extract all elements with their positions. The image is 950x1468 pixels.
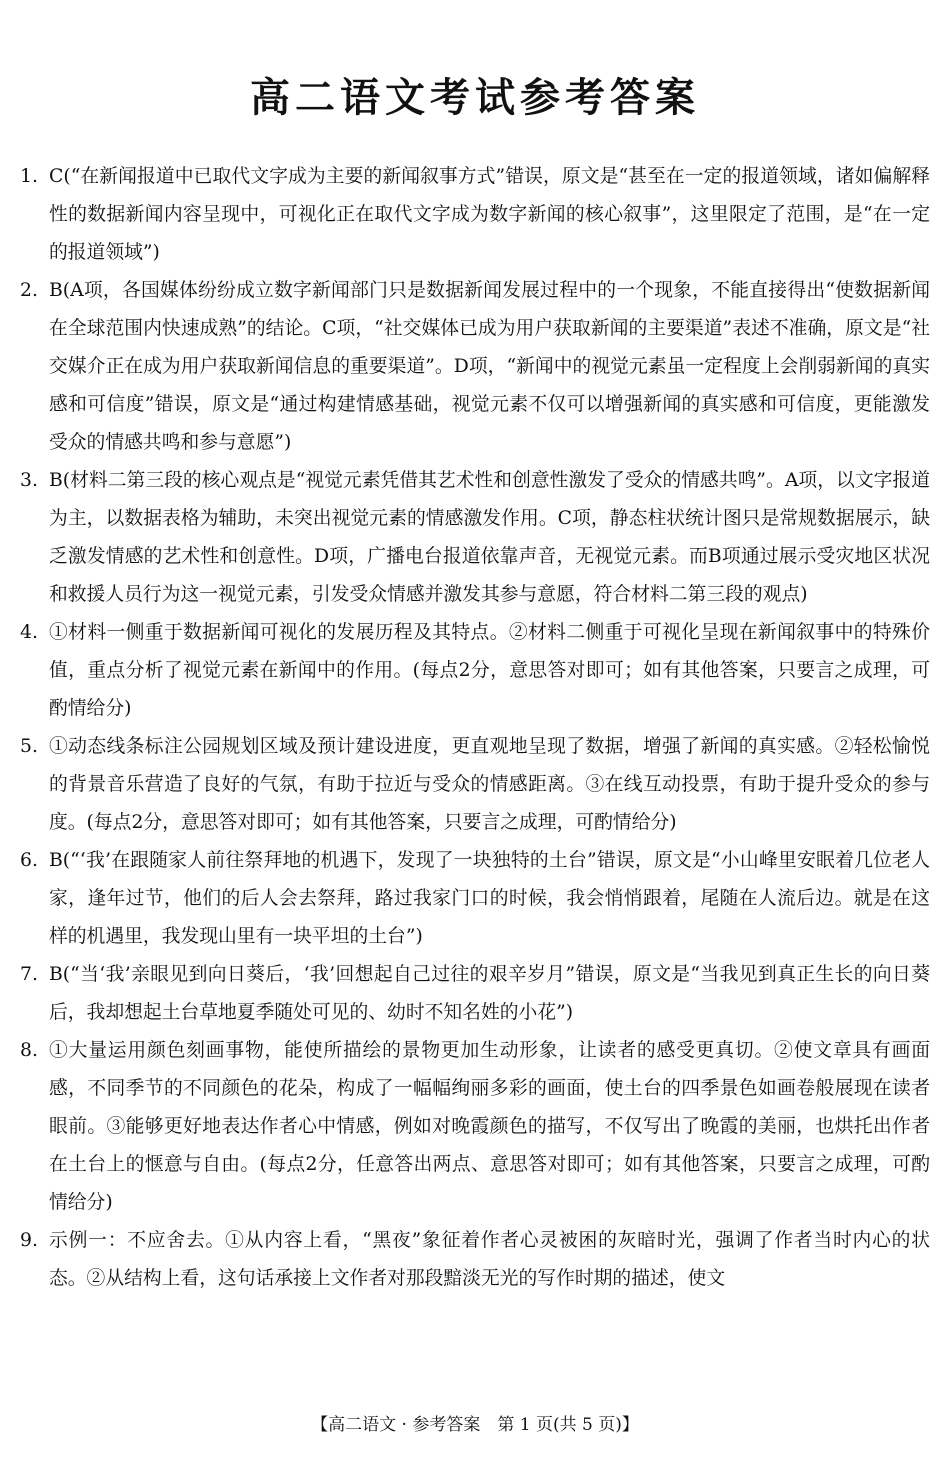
- answer-number: 1.: [20, 166, 38, 187]
- answer-item-9: [20, 1222, 930, 1298]
- answer-number: 6.: [20, 850, 38, 871]
- answer-text: B(A项，各国媒体纷纷成立数字新闻部门只是数据新闻发展过程中的一个现象，不能直接得出“使数据新闻在全球范围内快速成熟”的结论。C项，“社交媒体已成为用户获取新闻的主要渠道”表述不准确，原文是“社交媒介正在成为用户获取新闻信息的重要渠道”。D项，“新闻中的视觉元素虽一定程度上会削弱新闻的真实感和可信度”错误，原文是“通过构建情感基础，视觉元素不仅可以增强新闻的真实感和可信度，更能激发受众的情感共鸣和参与意愿”): [49, 280, 930, 453]
- answer-text: ①材料一侧重于数据新闻可视化的发展历程及其特点。②材料二侧重于可视化呈现在新闻叙事中的特殊价值，重点分析了视觉元素在新闻中的作用。(每点2分，意思答对即可；如有其他答案，只要言之成理，可酌情给分): [49, 622, 930, 719]
- page-title: 高二语文考试参考答案: [250, 75, 700, 121]
- answer-number: 4.: [20, 622, 38, 643]
- page-footer: 【高二语文 · 参考答案 第 1 页(共 5 页)】: [311, 1415, 639, 1435]
- answer-item-7: [20, 956, 930, 1032]
- answer-item-1: [20, 158, 930, 272]
- answer-item-2: [20, 272, 930, 462]
- answer-item-6: [20, 842, 930, 956]
- answer-text: ①动态线条标注公园规划区域及预计建设进度，更直观地呈现了数据，增强了新闻的真实感。②轻松愉悦的背景音乐营造了良好的气氛，有助于拉近与受众的情感距离。③在线互动投票，有助于提升受众的参与度。(每点2分，意思答对即可；如有其他答案，只要言之成理，可酌情给分): [49, 736, 930, 833]
- answer-number: 2.: [20, 280, 38, 301]
- answer-text: C(“在新闻报道中已取代文字成为主要的新闻叙事方式”错误，原文是“甚至在一定的报道领域，诸如偏解释性的数据新闻内容呈现中，可视化正在取代文字成为数字新闻的核心叙事”，这里限定了范围，是“在一定的报道领域”): [49, 166, 930, 263]
- answer-text: ①大量运用颜色刻画事物，能使所描绘的景物更加生动形象，让读者的感受更真切。②使文章具有画面感，不同季节的不同颜色的花朵，构成了一幅幅绚丽多彩的画面，使土台的四季景色如画卷般展现在读者眼前。③能够更好地表达作者心中情感，例如对晚霞颜色的描写，不仅写出了晚霞的美丽，也烘托出作者在土台上的惬意与自由。(每点2分，任意答出两点、意思答对即可；如有其他答案，只要言之成理，可酌情给分): [49, 1040, 930, 1213]
- answer-text: B(“‘我’在跟随家人前往祭拜地的机遇下，发现了一块独特的土台”错误，原文是“小山峰里安眠着几位老人家，逢年过节，他们的后人会去祭拜，路过我家门口的时候，我会悄悄跟着，尾随在人流后边。就是在这样的机遇里，我发现山里有一块平坦的土台”): [49, 850, 930, 947]
- answer-number: 9.: [20, 1230, 38, 1251]
- answer-text: 示例一：不应舍去。①从内容上看，“黑夜”象征着作者心灵被困的灰暗时光，强调了作者当时内心的状态。②从结构上看，这句话承接上文作者对那段黯淡无光的写作时期的描述，使文: [49, 1230, 930, 1289]
- answer-number: 5.: [20, 736, 38, 757]
- answer-item-3: [20, 462, 930, 614]
- answer-number: 3.: [20, 470, 38, 491]
- answer-list: [20, 158, 930, 1298]
- answer-item-4: [20, 614, 930, 728]
- answer-number: 7.: [20, 964, 38, 985]
- answer-item-8: [20, 1032, 930, 1222]
- answer-item-5: [20, 728, 930, 842]
- answer-number: 8.: [20, 1040, 38, 1061]
- answer-text: B(材料二第三段的核心观点是“视觉元素凭借其艺术性和创意性激发了受众的情感共鸣”。A项，以文字报道为主，以数据表格为辅助，未突出视觉元素的情感激发作用。C项，静态柱状统计图只是常规数据展示，缺乏激发情感的艺术性和创意性。D项，广播电台报道依靠声音，无视觉元素。而B项通过展示受灾地区状况和救援人员行为这一视觉元素，引发受众情感并激发其参与意愿，符合材料二第三段的观点): [49, 470, 930, 605]
- answer-text: B(“当‘我’亲眼见到向日葵后，‘我’回想起自己过往的艰辛岁月”错误，原文是“当我见到真正生长的向日葵后，我却想起土台草地夏季随处可见的、幼时不知名姓的小花”): [49, 964, 930, 1023]
